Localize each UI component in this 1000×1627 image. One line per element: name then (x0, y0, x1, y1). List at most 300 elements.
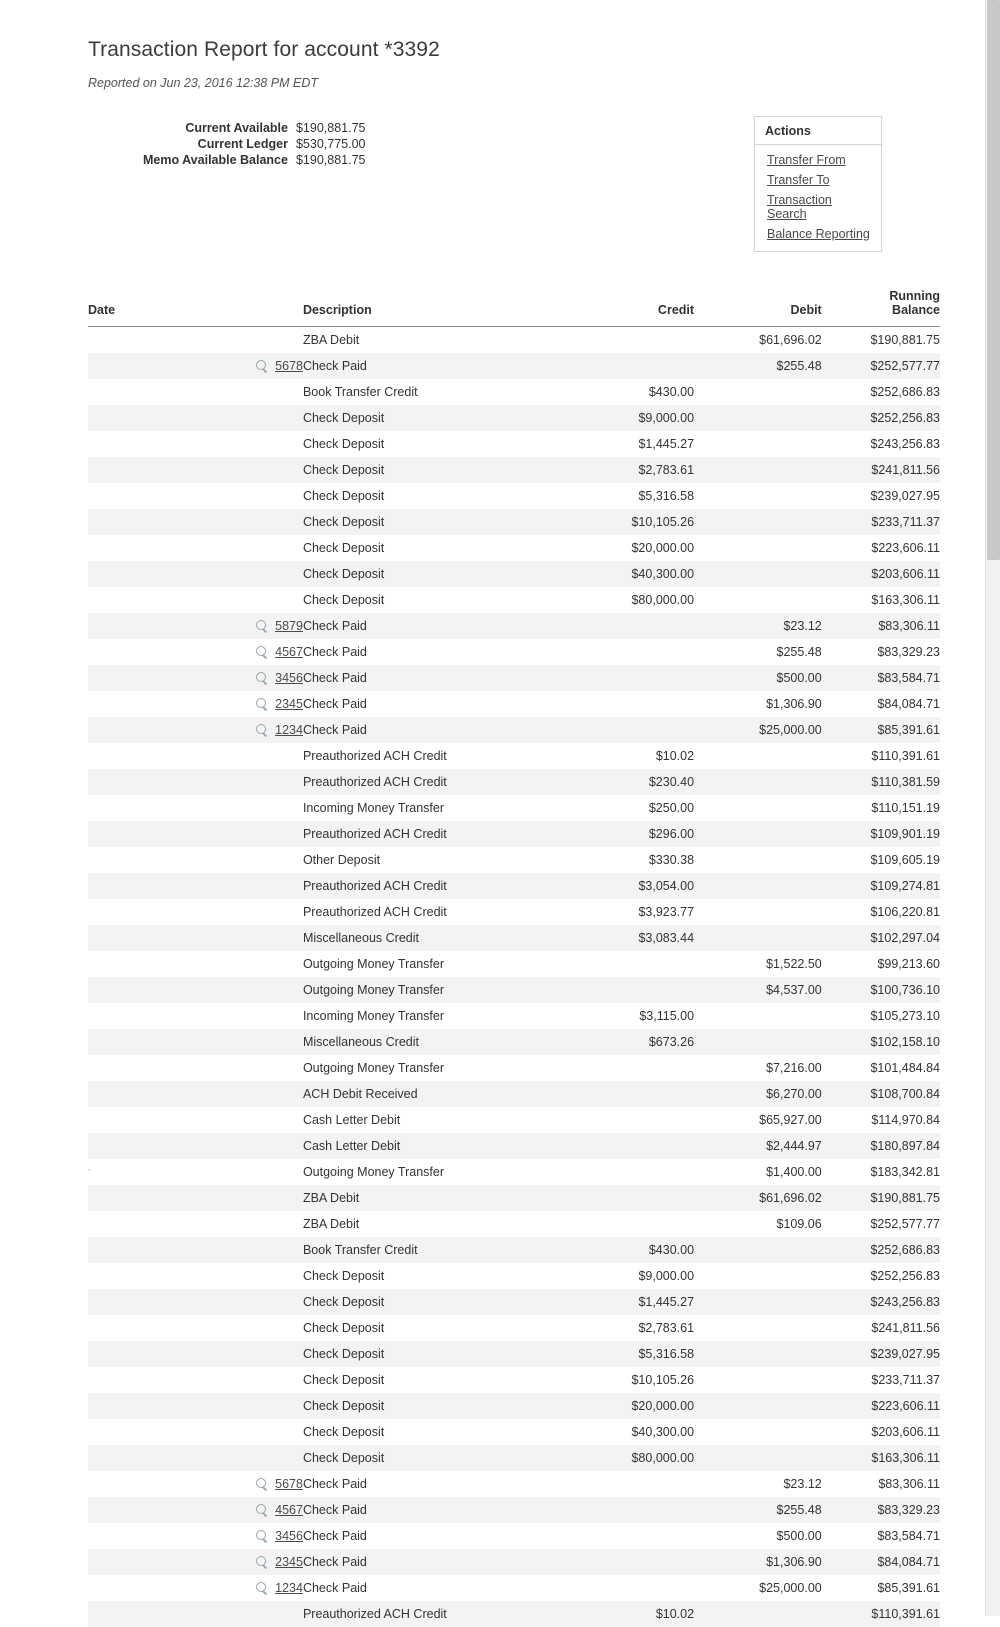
cell-credit (547, 1159, 694, 1185)
cell-debit (694, 1367, 822, 1393)
table-row (88, 1107, 940, 1133)
cell-debit (694, 561, 822, 587)
cell-running-balance: $243,256.83 (822, 431, 940, 457)
table-row (88, 691, 940, 717)
cell-debit (694, 1341, 822, 1367)
cell-credit: $1,445.27 (547, 431, 694, 457)
table-row (88, 1185, 940, 1211)
table-row (88, 353, 940, 379)
table-row (88, 1211, 940, 1237)
cell-check-number (176, 379, 303, 405)
action-link-balance-reporting[interactable]: Balance Reporting (755, 224, 881, 244)
cell-check-number (176, 1601, 303, 1627)
cell-debit (694, 795, 822, 821)
cell-check-number (176, 509, 303, 535)
cell-date (88, 483, 176, 509)
check-number-link[interactable]: 4567 (275, 1503, 303, 1517)
cell-description: Check Deposit (303, 431, 547, 457)
cell-debit (694, 743, 822, 769)
cell-check-number (176, 405, 303, 431)
cell-debit (694, 1029, 822, 1055)
cell-date (88, 405, 176, 431)
cell-check-number (176, 925, 303, 951)
magnifier-icon[interactable] (256, 672, 268, 684)
balance-value: $530,775.00 (296, 136, 366, 152)
cell-description: Check Deposit (303, 1367, 547, 1393)
cell-running-balance: $233,711.37 (822, 509, 940, 535)
actions-panel (754, 116, 882, 252)
cell-credit: $80,000.00 (547, 587, 694, 613)
cell-check-number[interactable] (176, 1549, 303, 1575)
cell-debit: $23.12 (694, 1471, 822, 1497)
cell-running-balance: $223,606.11 (822, 535, 940, 561)
cell-running-balance: $252,686.83 (822, 379, 940, 405)
table-row (88, 535, 940, 561)
cell-description: Book Transfer Credit (303, 379, 547, 405)
cell-debit (694, 1445, 822, 1471)
cell-date (88, 743, 176, 769)
cell-credit: $9,000.00 (547, 1263, 694, 1289)
cell-check-number (176, 743, 303, 769)
cell-check-number[interactable] (176, 353, 303, 379)
cell-credit: $673.26 (547, 1029, 694, 1055)
table-row (88, 717, 940, 743)
cell-date (88, 1601, 176, 1627)
cell-credit (547, 1133, 694, 1159)
table-row (88, 743, 940, 769)
cell-check-number (176, 1393, 303, 1419)
cell-credit: $2,783.61 (547, 1315, 694, 1341)
reported-on-text: Reported on Jun 23, 2016 12:38 PM EDT (88, 76, 940, 90)
cell-credit (547, 1549, 694, 1575)
cell-description: Miscellaneous Credit (303, 1029, 547, 1055)
cell-debit: $2,444.97 (694, 1133, 822, 1159)
check-number-link[interactable]: 1234 (275, 1581, 303, 1595)
cell-date (88, 899, 176, 925)
table-row (88, 1133, 940, 1159)
cell-description: Other Deposit (303, 847, 547, 873)
table-row (88, 327, 940, 354)
cell-check-number (176, 1237, 303, 1263)
cell-credit: $10.02 (547, 743, 694, 769)
cell-date (88, 327, 176, 354)
cell-check-number[interactable] (176, 639, 303, 665)
table-row (88, 1081, 940, 1107)
cell-date (88, 639, 176, 665)
cell-running-balance: $252,256.83 (822, 1263, 940, 1289)
cell-check-number (176, 1419, 303, 1445)
cell-credit: $20,000.00 (547, 1393, 694, 1419)
cell-debit: $61,696.02 (694, 1185, 822, 1211)
cell-credit: $10,105.26 (547, 1367, 694, 1393)
cell-running-balance: $190,881.75 (822, 1185, 940, 1211)
cell-debit: $25,000.00 (694, 717, 822, 743)
cell-date (88, 1159, 176, 1185)
cell-description: Check Paid (303, 1523, 547, 1549)
column-header-check (176, 290, 303, 327)
cell-debit (694, 1237, 822, 1263)
cell-debit: $23.12 (694, 613, 822, 639)
scrollbar-thumb[interactable] (987, 0, 1000, 560)
cell-description: Preauthorized ACH Credit (303, 769, 547, 795)
balance-row (143, 152, 365, 168)
cell-credit: $9,000.00 (547, 405, 694, 431)
cell-check-number[interactable] (176, 1497, 303, 1523)
cell-check-number[interactable] (176, 717, 303, 743)
table-row (88, 1575, 940, 1601)
table-row (88, 1523, 940, 1549)
table-row (88, 1393, 940, 1419)
cell-description: Check Deposit (303, 1289, 547, 1315)
cell-debit (694, 925, 822, 951)
cell-credit (547, 613, 694, 639)
cell-check-number (176, 1055, 303, 1081)
cell-check-number[interactable] (176, 691, 303, 717)
cell-date (88, 1263, 176, 1289)
table-row (88, 977, 940, 1003)
cell-debit: $255.48 (694, 639, 822, 665)
cell-credit: $3,115.00 (547, 1003, 694, 1029)
cell-description: Incoming Money Transfer (303, 795, 547, 821)
cell-debit (694, 1263, 822, 1289)
cell-debit: $1,400.00 (694, 1159, 822, 1185)
cell-description: Book Transfer Credit (303, 1237, 547, 1263)
table-row (88, 1289, 940, 1315)
cell-running-balance: $203,606.11 (822, 1419, 940, 1445)
cell-credit: $1,445.27 (547, 1289, 694, 1315)
cell-check-number (176, 1211, 303, 1237)
cell-credit: $5,316.58 (547, 483, 694, 509)
cell-date (88, 1133, 176, 1159)
cell-date (88, 1029, 176, 1055)
cell-check-number (176, 1029, 303, 1055)
cell-check-number (176, 561, 303, 587)
cell-date (88, 691, 176, 717)
cell-date (88, 509, 176, 535)
cell-credit (547, 1211, 694, 1237)
column-header-credit: Credit (547, 290, 694, 327)
transactions-table-body (88, 327, 940, 1627)
cell-debit: $500.00 (694, 665, 822, 691)
check-number-link[interactable]: 4567 (275, 645, 303, 659)
check-number-link[interactable]: 2345 (275, 1555, 303, 1569)
cell-running-balance: $183,342.81 (822, 1159, 940, 1185)
cell-debit (694, 405, 822, 431)
cell-credit (547, 1081, 694, 1107)
cell-credit (547, 1055, 694, 1081)
cell-date (88, 1445, 176, 1471)
cell-running-balance: $83,306.11 (822, 1471, 940, 1497)
cell-debit (694, 1003, 822, 1029)
cell-check-number (176, 795, 303, 821)
cell-credit (547, 1575, 694, 1601)
page-title: Transaction Report for account *3392 (88, 38, 940, 62)
table-row (88, 1601, 940, 1627)
cell-debit (694, 535, 822, 561)
cell-date (88, 1419, 176, 1445)
magnifier-icon[interactable] (256, 724, 268, 736)
cell-debit: $1,306.90 (694, 1549, 822, 1575)
table-row (88, 379, 940, 405)
cell-debit (694, 509, 822, 535)
cell-credit (547, 691, 694, 717)
cell-date (88, 1081, 176, 1107)
cell-running-balance: $109,901.19 (822, 821, 940, 847)
cell-running-balance: $252,577.77 (822, 1211, 940, 1237)
cell-running-balance: $83,329.23 (822, 639, 940, 665)
check-number-link[interactable]: 5879 (275, 619, 303, 633)
cell-debit (694, 821, 822, 847)
cell-description: Check Paid (303, 613, 547, 639)
cell-debit (694, 1315, 822, 1341)
cell-credit (547, 639, 694, 665)
cell-credit (547, 1523, 694, 1549)
cell-description: ZBA Debit (303, 1185, 547, 1211)
cell-credit (547, 1185, 694, 1211)
cell-date (88, 1497, 176, 1523)
transactions-table-head (88, 290, 940, 327)
cell-credit (547, 717, 694, 743)
cell-description: Check Deposit (303, 483, 547, 509)
magnifier-icon[interactable] (256, 620, 268, 632)
check-number-link[interactable]: 5678 (275, 1477, 303, 1491)
magnifier-icon[interactable] (256, 1582, 268, 1594)
cell-description: Incoming Money Transfer (303, 1003, 547, 1029)
cell-running-balance: $223,606.11 (822, 1393, 940, 1419)
balance-label: Current Ledger (143, 136, 296, 152)
cell-running-balance: $239,027.95 (822, 1341, 940, 1367)
table-row (88, 1497, 940, 1523)
cell-running-balance: $110,381.59 (822, 769, 940, 795)
cell-running-balance: $100,736.10 (822, 977, 940, 1003)
cell-credit: $10.02 (547, 1601, 694, 1627)
cell-description: Check Deposit (303, 1445, 547, 1471)
cell-description: Check Deposit (303, 1419, 547, 1445)
cell-running-balance: $110,391.61 (822, 1601, 940, 1627)
balance-label: Current Available (143, 120, 296, 136)
magnifier-icon[interactable] (256, 1556, 268, 1568)
cell-credit: $430.00 (547, 1237, 694, 1263)
summary-row (88, 116, 940, 252)
magnifier-icon[interactable] (256, 1478, 268, 1490)
cell-date (88, 1211, 176, 1237)
magnifier-icon[interactable] (256, 646, 268, 658)
cell-check-number (176, 1159, 303, 1185)
action-link-transfer-from[interactable]: Transfer From (755, 150, 881, 170)
action-link-transaction-search[interactable]: Transaction Search (755, 190, 881, 224)
cell-description: Check Deposit (303, 405, 547, 431)
magnifier-icon[interactable] (256, 1530, 268, 1542)
cell-running-balance: $102,297.04 (822, 925, 940, 951)
column-header-running-balance-line2: Balance (822, 304, 940, 318)
column-header-running-balance-line1: Running (822, 290, 940, 304)
balance-table-body (143, 120, 365, 168)
cell-check-number (176, 977, 303, 1003)
table-row (88, 1315, 940, 1341)
cell-date (88, 431, 176, 457)
cell-check-number[interactable] (176, 1471, 303, 1497)
cell-description: Check Paid (303, 1575, 547, 1601)
check-number-link[interactable]: 2345 (275, 697, 303, 711)
cell-debit: $255.48 (694, 1497, 822, 1523)
cell-running-balance: $83,584.71 (822, 1523, 940, 1549)
table-row (88, 1549, 940, 1575)
cell-debit (694, 379, 822, 405)
cell-running-balance: $105,273.10 (822, 1003, 940, 1029)
check-number-link[interactable]: 5678 (275, 359, 303, 373)
cell-check-number (176, 1081, 303, 1107)
page-scrollbar[interactable] (985, 0, 1000, 1616)
cell-description: Outgoing Money Transfer (303, 951, 547, 977)
cell-running-balance: $84,084.71 (822, 691, 940, 717)
cell-date (88, 665, 176, 691)
table-row (88, 769, 940, 795)
cell-description: Check Paid (303, 1471, 547, 1497)
cell-credit (547, 977, 694, 1003)
cell-credit (547, 353, 694, 379)
cell-credit: $296.00 (547, 821, 694, 847)
check-number-link[interactable]: 1234 (275, 723, 303, 737)
cell-debit (694, 1419, 822, 1445)
balance-value: $190,881.75 (296, 152, 366, 168)
cell-debit (694, 1289, 822, 1315)
cell-running-balance: $84,084.71 (822, 1549, 940, 1575)
cell-description: Preauthorized ACH Credit (303, 821, 547, 847)
cell-check-number (176, 1315, 303, 1341)
cell-check-number (176, 1185, 303, 1211)
cell-description: Check Deposit (303, 1263, 547, 1289)
column-header-running-balance (822, 290, 940, 327)
date-marker: ` (88, 1168, 91, 1178)
cell-date (88, 457, 176, 483)
cell-debit (694, 587, 822, 613)
cell-debit: $25,000.00 (694, 1575, 822, 1601)
cell-date (88, 717, 176, 743)
cell-check-number[interactable] (176, 1523, 303, 1549)
cell-check-number[interactable] (176, 665, 303, 691)
magnifier-icon[interactable] (256, 1504, 268, 1516)
cell-running-balance: $114,970.84 (822, 1107, 940, 1133)
cell-check-number (176, 847, 303, 873)
table-row (88, 925, 940, 951)
cell-check-number (176, 899, 303, 925)
cell-date (88, 873, 176, 899)
cell-date (88, 587, 176, 613)
cell-running-balance: $109,605.19 (822, 847, 940, 873)
cell-date (88, 795, 176, 821)
magnifier-icon[interactable] (256, 360, 268, 372)
column-header-debit: Debit (694, 290, 822, 327)
cell-running-balance: $85,391.61 (822, 717, 940, 743)
cell-running-balance: $252,577.77 (822, 353, 940, 379)
table-row (88, 405, 940, 431)
cell-date (88, 1055, 176, 1081)
cell-running-balance: $252,686.83 (822, 1237, 940, 1263)
table-row (88, 821, 940, 847)
cell-check-number (176, 1107, 303, 1133)
cell-debit (694, 899, 822, 925)
cell-credit: $250.00 (547, 795, 694, 821)
table-row (88, 899, 940, 925)
cell-date (88, 925, 176, 951)
table-row (88, 1003, 940, 1029)
cell-check-number[interactable] (176, 613, 303, 639)
magnifier-icon[interactable] (256, 698, 268, 710)
cell-debit: $255.48 (694, 353, 822, 379)
cell-date (88, 1107, 176, 1133)
table-row (88, 1419, 940, 1445)
cell-check-number (176, 1445, 303, 1471)
table-row (88, 509, 940, 535)
cell-running-balance: $252,256.83 (822, 405, 940, 431)
cell-date (88, 977, 176, 1003)
cell-running-balance: $233,711.37 (822, 1367, 940, 1393)
cell-debit: $1,522.50 (694, 951, 822, 977)
balance-row (143, 120, 365, 136)
table-row (88, 1263, 940, 1289)
cell-debit (694, 431, 822, 457)
cell-credit: $430.00 (547, 379, 694, 405)
cell-debit (694, 769, 822, 795)
cell-description: Check Paid (303, 665, 547, 691)
table-row (88, 1341, 940, 1367)
cell-date (88, 1289, 176, 1315)
actions-list (755, 145, 881, 251)
table-row (88, 561, 940, 587)
cell-running-balance: $180,897.84 (822, 1133, 940, 1159)
cell-description: Check Deposit (303, 1393, 547, 1419)
check-number-link[interactable]: 3456 (275, 671, 303, 685)
cell-debit (694, 873, 822, 899)
table-row (88, 1055, 940, 1081)
cell-date (88, 1549, 176, 1575)
cell-description: Preauthorized ACH Credit (303, 1601, 547, 1627)
cell-description: Preauthorized ACH Credit (303, 873, 547, 899)
cell-running-balance: $83,306.11 (822, 613, 940, 639)
check-number-link[interactable]: 3456 (275, 1529, 303, 1543)
cell-date (88, 1185, 176, 1211)
cell-credit: $2,783.61 (547, 457, 694, 483)
cell-running-balance: $203,606.11 (822, 561, 940, 587)
cell-description: Miscellaneous Credit (303, 925, 547, 951)
table-row (88, 639, 940, 665)
cell-description: Check Deposit (303, 1341, 547, 1367)
cell-date (88, 847, 176, 873)
cell-description: ZBA Debit (303, 1211, 547, 1237)
cell-check-number (176, 1133, 303, 1159)
cell-check-number (176, 535, 303, 561)
cell-description: Check Deposit (303, 587, 547, 613)
cell-check-number[interactable] (176, 1575, 303, 1601)
cell-check-number (176, 1289, 303, 1315)
cell-check-number (176, 431, 303, 457)
cell-running-balance: $241,811.56 (822, 457, 940, 483)
table-row (88, 1367, 940, 1393)
cell-date (88, 769, 176, 795)
action-link-transfer-to[interactable]: Transfer To (755, 170, 881, 190)
cell-running-balance: $83,584.71 (822, 665, 940, 691)
cell-debit (694, 483, 822, 509)
cell-running-balance: $110,151.19 (822, 795, 940, 821)
cell-running-balance: $163,306.11 (822, 587, 940, 613)
table-row (88, 457, 940, 483)
table-row (88, 1237, 940, 1263)
cell-running-balance: $99,213.60 (822, 951, 940, 977)
cell-description: Check Paid (303, 717, 547, 743)
cell-description: Outgoing Money Transfer (303, 1055, 547, 1081)
cell-check-number (176, 1263, 303, 1289)
cell-credit: $40,300.00 (547, 1419, 694, 1445)
